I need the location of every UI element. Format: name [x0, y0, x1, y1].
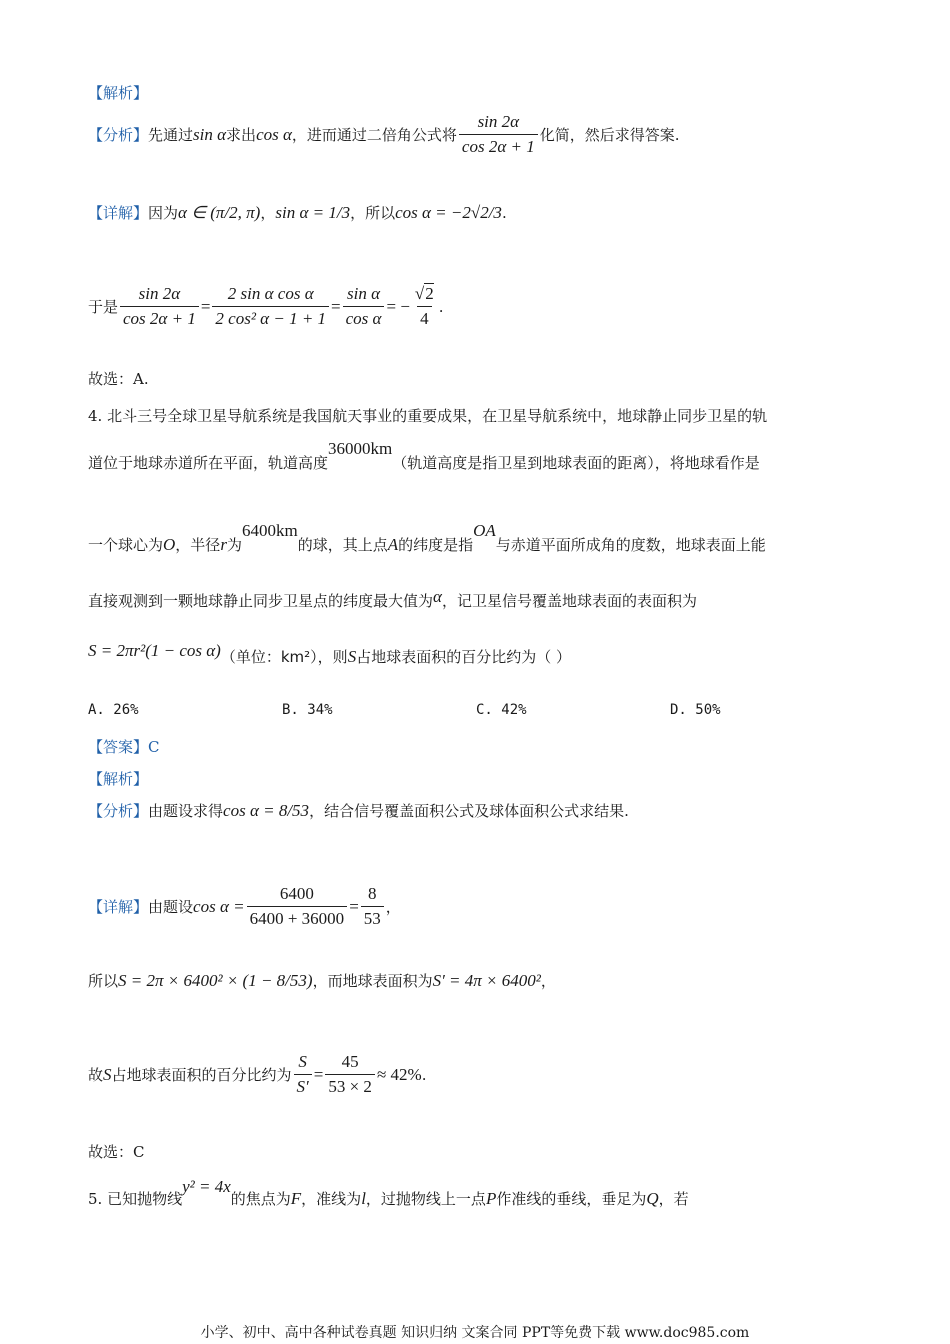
text: ），则: [310, 648, 348, 666]
text: ，记卫星信号覆盖地球表面的表面积为: [441, 592, 697, 610]
option-b[interactable]: B. 34%: [282, 702, 333, 718]
text: 因为: [148, 204, 179, 222]
option-d[interactable]: D. 50%: [670, 702, 721, 718]
math: OA: [473, 520, 496, 540]
text: 故: [88, 1066, 104, 1084]
text: 的焦点为: [230, 1190, 291, 1208]
fraction: $\frac{8}{53}$: [361, 884, 384, 929]
math: sin α = 1/3: [275, 202, 351, 222]
q5-line: [88, 1176, 689, 1209]
math: S: [103, 1064, 112, 1084]
unit: km²: [280, 647, 311, 666]
text: 直接观测到一颗地球静止同步卫星点的纬度最大值为: [88, 592, 434, 610]
option-c[interactable]: C. 42%: [476, 702, 527, 718]
math: Q: [646, 1188, 659, 1208]
math: 36000km: [328, 438, 393, 458]
math: O: [163, 534, 176, 554]
q4-line5: [88, 640, 571, 667]
fenxi-line-1: [88, 112, 680, 157]
q4-line4: [88, 586, 697, 611]
fenxi-line-2: [88, 800, 629, 821]
jiexi-label-1: 【解析】: [88, 84, 149, 102]
math: cos α = 8/53: [223, 800, 310, 820]
math: P: [485, 1188, 497, 1208]
text: 的球，其上点: [297, 536, 388, 554]
text: 化简，然后求得答案.: [539, 126, 680, 144]
fraction: $\frac{6400}{6400 + 36000}$: [247, 884, 348, 929]
math: y² = 4x: [182, 1176, 231, 1196]
math: α ∈ (π/2, π): [178, 202, 261, 222]
text: ，而地球表面积为: [312, 972, 433, 990]
text: 先通过: [148, 126, 194, 144]
xiangjie-line-2: 【详解】 由题设 cos α = $\frac{6400}{6400 + 36000}$ = $\frac{8}{53}$ ，: [88, 884, 401, 928]
math: sin α: [193, 124, 227, 144]
answer-text: 【答案】C: [88, 738, 160, 756]
text: 占地球表面积的百分比约为（ ）: [356, 648, 571, 666]
text: ，半径: [175, 536, 221, 554]
xiangjie-tag-1: 【详解】: [88, 204, 149, 222]
text: ，进而通过二倍角公式将: [291, 126, 457, 144]
text: ，: [540, 972, 556, 990]
math: F: [290, 1188, 302, 1208]
math: r: [220, 534, 227, 554]
fenxi-tag-2: 【分析】: [88, 802, 149, 820]
math: S = 2π × 6400² × (1 − 8/53): [118, 970, 313, 990]
q4-line2: [88, 438, 760, 473]
guxuan-2: 故选：C: [88, 1143, 145, 1161]
text: ，准线为: [301, 1190, 362, 1208]
math: l: [361, 1188, 366, 1208]
math: α: [433, 586, 442, 606]
fraction: $\frac{\text{2 sin α cos α}}{\text{2 cos² α − 1 + 1}}$: [212, 284, 329, 329]
page-footer: 小学、初中、高中各种试卷真题 知识归纳 文案合同 PPT等免费下载 www.doc985.com: [200, 1325, 750, 1341]
text: ，: [260, 204, 276, 222]
option-a[interactable]: A. 26%: [88, 702, 139, 718]
denominator: cos 2α + 1: [459, 134, 538, 157]
xiangjie-tag-2: 【详解】: [88, 898, 149, 916]
text: 占地球表面积的百分比约为: [111, 1066, 292, 1084]
math: cos α = −2√2/3: [395, 202, 502, 222]
text: 所以: [88, 972, 119, 990]
text: 与赤道平面所成角的度数，地球表面上能: [495, 536, 766, 554]
text: 一个球心为: [88, 536, 164, 554]
suoyi-line: [88, 970, 556, 991]
fraction: $\frac{S}{S'}$: [294, 1052, 312, 1097]
text: 5. 已知抛物线: [88, 1190, 183, 1208]
text: （轨道高度是指卫星到地球表面的距离），将地球看作是: [392, 454, 760, 472]
text: 求出: [226, 126, 257, 144]
text: （单位：: [220, 648, 281, 666]
math: 6400km: [241, 520, 298, 540]
gu-line: 故 S 占地球表面积的百分比约为 $\frac{S}{S'}$ = $\frac{45}{53 \times 2}$ ≈ 42% .: [88, 1052, 427, 1096]
text: 由题设: [148, 898, 194, 916]
text: ，若: [658, 1190, 689, 1208]
xiangjie-line-1: 【详解】 因为 α ∈ (π/2, π) ， sin α = 1/3 ，所以 cos α = −2√2/3 .: [88, 202, 507, 222]
text: 作准线的垂线，垂足为: [496, 1190, 647, 1208]
text: .: [421, 1065, 427, 1084]
numerator: sin 2α: [477, 112, 520, 131]
text: 道位于地球赤道所在平面，轨道高度: [88, 454, 329, 472]
fraction: $\frac{45}{53 \times 2}$: [325, 1052, 375, 1097]
fraction: $\frac{\sin 2\alpha}{\cos 2\alpha + 1}$: [120, 284, 199, 329]
jiexi-label-2: 【解析】: [88, 770, 149, 788]
text: ，过抛物线上一点: [365, 1190, 486, 1208]
math: S = 2πr²(1 − cos α): [88, 640, 221, 660]
text: ，结合信号覆盖面积公式及球体面积公式求结果.: [309, 802, 629, 820]
math: S: [347, 646, 357, 666]
text: ，所以: [350, 204, 396, 222]
fraction: $\frac{√2}{4}$: [414, 284, 434, 328]
fraction: $\frac{\text{sin α}}{\text{cos α}}$: [343, 284, 385, 329]
math: A: [387, 534, 399, 554]
text: 为: [226, 536, 242, 554]
q4-line3: [88, 520, 766, 555]
math: cos α: [256, 124, 292, 144]
guxuan-1: 故选：A.: [88, 370, 149, 388]
yushi-line: 于是 $\frac{\sin 2\alpha}{\cos 2\alpha + 1}$ = $\frac{\text{2 sin α cos α}}{\text{2 cos² α − 1 + 1}}$ = $\frac{\text{sin α}}{\text{cos α}}$ = − $\frac{√2}{4}$ .: [88, 284, 444, 328]
text: 由题设求得: [148, 802, 224, 820]
math: S′ = 4π × 6400²: [432, 970, 541, 990]
text: 于是: [88, 298, 119, 316]
fenxi-tag-1: 【分析】: [88, 126, 149, 144]
answer-label: [88, 736, 159, 757]
text: 的纬度是指: [398, 536, 474, 554]
fraction: [459, 112, 538, 157]
q4-line1: 4. 北斗三号全球卫星导航系统是我国航天事业的重要成果，在卫星导航系统中，地球静止同步卫星的轨: [88, 407, 768, 425]
